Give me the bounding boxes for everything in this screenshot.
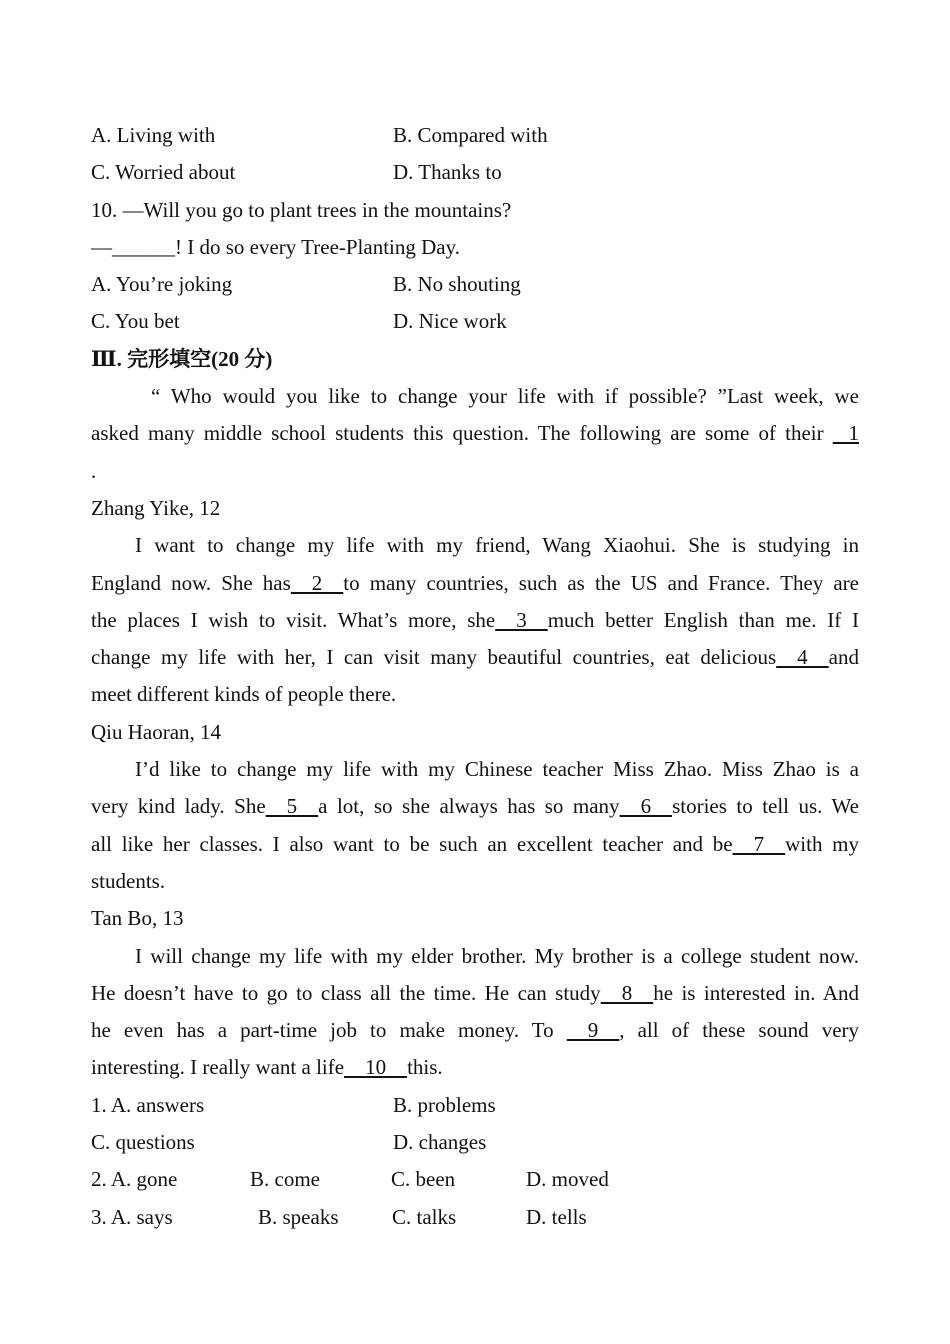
- p3-line-1: I will change my life with my elder brother. My brother is a college student now.: [135, 943, 859, 968]
- q9-option-d: D. Thanks to: [393, 160, 502, 185]
- q9-option-b: B. Compared with: [393, 123, 548, 147]
- q9-option-a: A. Living with: [91, 123, 216, 147]
- blank-6: 6: [619, 794, 673, 819]
- q10-answer-text: ! I do so every Tree-Planting Day.: [175, 234, 461, 259]
- p2-line-2: very kind lady. She 5 a lot, so she always has so many 6 stories to tell us. We: [91, 788, 859, 825]
- blank-5: 5: [265, 794, 319, 819]
- q10-blank: ______: [112, 234, 175, 259]
- q10-dash: —: [91, 234, 112, 259]
- blank-7: 7: [732, 831, 786, 856]
- p2-line-3: all like her classes. I also want to be such an excellent teacher and be 7 with my: [91, 826, 859, 863]
- q10-option-b: B. No shouting: [393, 272, 521, 297]
- p1-line-3: the places I wish to visit. What’s more, she 3 much better English than me. If I: [91, 602, 859, 639]
- worksheet-page: [91, 117, 859, 1236]
- q1-option-b: B. problems: [393, 1092, 496, 1117]
- q2-options-row: [91, 1161, 859, 1198]
- p1-line-1: I want to change my life with my friend, Wang Xiaohui. She is studying in: [135, 533, 859, 558]
- p1-line-5: meet different kinds of people there.: [91, 682, 397, 707]
- q10-options-row-1: [91, 266, 859, 303]
- q1-options-row-2: [91, 1124, 859, 1161]
- q10-option-d: D. Nice work: [393, 309, 507, 334]
- q9-options-row-1: [91, 117, 859, 154]
- q3-options-row: [91, 1199, 859, 1236]
- intro-line-3: .: [91, 458, 97, 483]
- q3-option-b: B. speaks: [258, 1204, 339, 1229]
- q1-option-c: C. questions: [91, 1130, 195, 1155]
- blank-8: 8: [600, 980, 654, 1005]
- q3-option-d: D. tells: [526, 1204, 587, 1229]
- blank-2: 2: [290, 570, 344, 595]
- p3-line-4: interesting. I really want a life 10 this.: [91, 1049, 859, 1086]
- section-title: Ⅲ. 完形填空(20 分): [91, 346, 273, 371]
- blank-4: 4: [776, 645, 829, 670]
- q10-option-a: A. You’re joking: [91, 272, 233, 297]
- blank-9: 9: [566, 1018, 620, 1043]
- q10-question: 10. —Will you go to plant trees in the mountains?: [91, 197, 512, 222]
- p3-line-3: he even has a part-time job to make money. To 9 , all of these sound very: [91, 1012, 859, 1049]
- q1-option-a: 1. A. answers: [91, 1092, 205, 1117]
- q10-options-row-2: [91, 303, 859, 340]
- q2-option-a: 2. A. gone: [91, 1167, 178, 1192]
- p3-line-2: He doesn’t have to go to class all the time. He can study 8 he is interested in. And: [91, 975, 859, 1012]
- p1-line-4: change my life with her, I can visit many beautiful countries, eat delicious 4 and: [91, 639, 859, 676]
- blank-1: 1: [832, 421, 859, 446]
- intro-line-1: “ Who would you like to change your life with if possible? ”Last week, we: [151, 384, 859, 409]
- p2-line-4: students.: [91, 868, 166, 893]
- student-name-2: Qiu Haoran, 14: [91, 719, 222, 744]
- q10-answer-line: [91, 229, 859, 266]
- q2-option-d: D. moved: [526, 1167, 609, 1192]
- q1-options-row-1: [91, 1087, 859, 1124]
- q9-option-c: C. Worried about: [91, 160, 236, 185]
- q1-option-d: D. changes: [393, 1130, 487, 1155]
- intro-line-2: asked many middle school students this question. The following are some of their 1: [91, 415, 859, 452]
- q9-options-row-2: [91, 154, 859, 191]
- student-name-1: Zhang Yike, 12: [91, 495, 221, 520]
- q3-option-c: C. talks: [392, 1204, 457, 1229]
- q2-option-b: B. come: [250, 1167, 320, 1192]
- blank-10: 10: [344, 1055, 408, 1080]
- q2-option-c: C. been: [391, 1167, 456, 1192]
- blank-3: 3: [495, 607, 548, 632]
- q3-option-a: 3. A. says: [91, 1204, 173, 1229]
- student-name-3: Tan Bo, 13: [91, 906, 184, 931]
- p2-line-1: I’d like to change my life with my Chinese teacher Miss Zhao. Miss Zhao is a: [135, 757, 859, 782]
- p1-line-2: England now. She has 2 to many countries, such as the US and France. They are: [91, 565, 859, 602]
- q10-option-c: C. You bet: [91, 309, 180, 334]
